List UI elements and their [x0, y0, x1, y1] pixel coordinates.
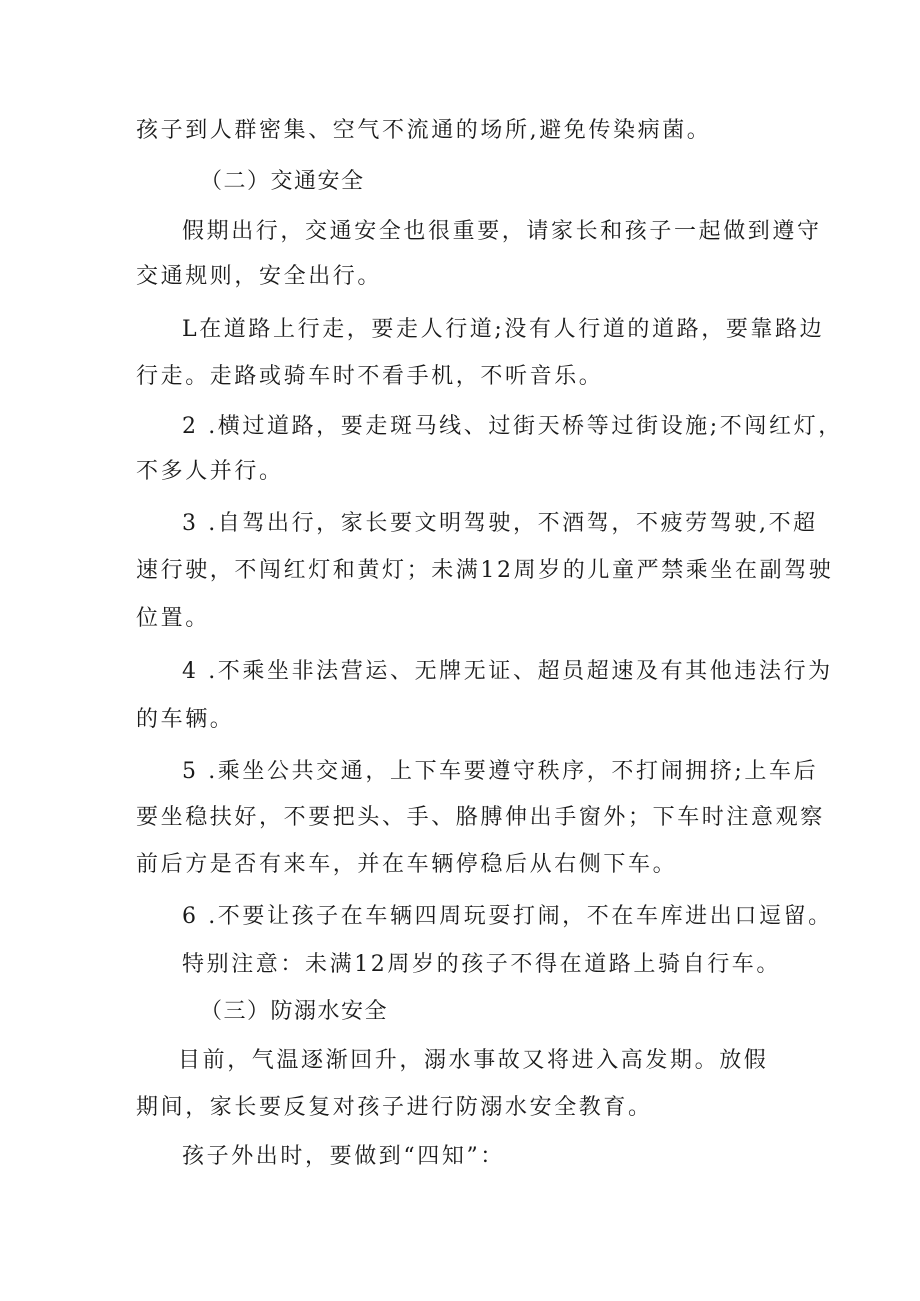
list-item-5-line: 要坐稳扶好，不要把头、手、胳膊伸出手窗外；下车时注意观察 [136, 805, 825, 830]
list-item-1-line: 行走。走路或骑车时不看手机，不听音乐。 [136, 364, 604, 389]
paragraph-line: 期间，家长要反复对孩子进行防溺水安全教育。 [136, 1095, 653, 1120]
list-item-3-line: 位置。 [136, 606, 210, 631]
list-item-2-line: 2 .横过道路，要走斑马线、过街天桥等过街设施;不闯红灯， [182, 414, 843, 439]
list-item-6-line: 6 .不要让孩子在车辆四周玩耍打闹，不在车库进出口逗留。 [182, 904, 833, 929]
list-item-2-line: 不多人并行。 [136, 459, 284, 484]
section-heading-traffic-safety: （二）交通安全 [200, 169, 365, 194]
paragraph-line: 假期出行，交通安全也很重要，请家长和孩子一起做到遵守 [182, 219, 822, 244]
list-item-3-line: 3 .自驾出行，家长要文明驾驶，不酒驾，不疲劳驾驶,不超 [182, 511, 818, 536]
section-heading-drowning-prevention: （三）防溺水安全 [200, 999, 389, 1024]
list-item-4-line: 4 .不乘坐非法营运、无牌无证、超员超速及有其他违法行为 [182, 659, 833, 684]
special-note-line: 特别注意：未满12周岁的孩子不得在道路上骑自行车。 [182, 952, 781, 977]
list-item-4-line: 的车辆。 [136, 707, 235, 732]
list-item-5-line: 前后方是否有来车，并在车辆停稳后从右侧下车。 [136, 852, 678, 877]
paragraph-line: 交通规则，安全出行。 [136, 264, 383, 289]
list-item-5-line: 5 .乘坐公共交通，上下车要遵守秩序，不打闹拥挤;上车后 [182, 759, 819, 784]
paragraph-line: 目前，气温逐渐回升，溺水事故又将进入高发期。放假 [178, 1048, 769, 1073]
list-item-3-line: 速行驶，不闯红灯和黄灯；未满12周岁的儿童严禁乘坐在副驾驶 [136, 558, 834, 583]
paragraph-line: 孩子外出时，要做到“四知”： [182, 1144, 505, 1169]
list-item-1-line: L在道路上行走，要走人行道;没有人行道的道路，要靠路边 [182, 317, 825, 342]
paragraph-line: 孩子到人群密集、空气不流通的场所,避免传染病菌。 [136, 118, 712, 143]
